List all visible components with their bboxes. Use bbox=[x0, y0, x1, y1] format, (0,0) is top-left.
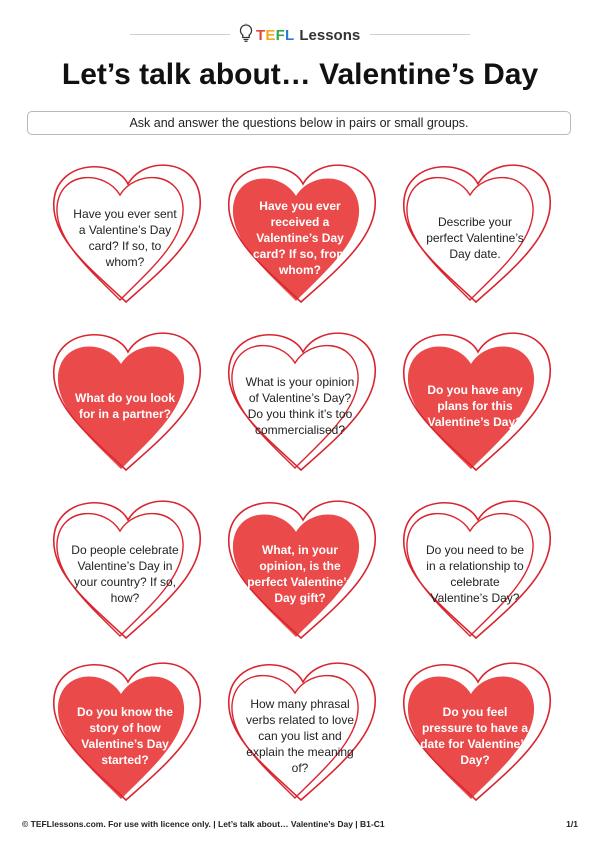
question-text: Do you have any plans for this Valentine’s Day? bbox=[427, 383, 523, 429]
question-text: Do people celebrate Valentine’s Day in your country? If so, how? bbox=[71, 543, 179, 605]
question-card bbox=[40, 160, 210, 310]
question-text: Do you need to be in a relationship to celebrate Valentine’s Day? bbox=[425, 543, 525, 605]
instruction-box: Ask and answer the questions below in pairs or small groups. bbox=[27, 111, 571, 135]
question-text: Describe your perfect Valentine’s Day date. bbox=[426, 215, 524, 261]
logo-word: Lessons bbox=[299, 26, 361, 44]
header bbox=[0, 22, 600, 48]
footer-copyright: © TEFLlessons.com. For use with licence only. | Let’s talk about… Valentine’s Day | B1-C1 bbox=[22, 819, 385, 829]
question-text: Have you ever sent a Valentine’s Day card? If so, to whom? bbox=[73, 207, 177, 269]
question-grid bbox=[0, 160, 600, 800]
question-text: Have you ever received a Valentine’s Day card? If so, from whom? bbox=[252, 199, 347, 277]
question-card bbox=[40, 328, 210, 478]
question-card bbox=[390, 160, 560, 310]
question-card bbox=[215, 328, 385, 478]
question-card bbox=[390, 658, 560, 808]
question-card bbox=[40, 658, 210, 808]
tefl-logo bbox=[238, 24, 362, 46]
lightbulb-icon bbox=[238, 23, 254, 48]
question-text: What do you look for in a partner? bbox=[75, 391, 175, 421]
footer bbox=[22, 819, 578, 833]
logo-letter: F bbox=[275, 26, 285, 44]
question-card bbox=[215, 496, 385, 646]
logo-letter: L bbox=[284, 26, 295, 44]
logo-letter: T bbox=[256, 26, 266, 44]
page-title: Let’s talk about… Valentine’s Day bbox=[61, 58, 539, 91]
question-card bbox=[40, 496, 210, 646]
question-text: What is your opinion of Valentine’s Day? Do you think it’s too commercialised? bbox=[245, 375, 355, 437]
question-text: How many phrasal verbs related to love can you list and explain the meaning of? bbox=[245, 697, 355, 775]
question-card bbox=[215, 160, 385, 310]
question-card bbox=[390, 496, 560, 646]
logo-letter: E bbox=[265, 26, 276, 44]
question-card bbox=[215, 658, 385, 808]
question-text: What, in your opinion, is the perfect Valentine’s Day gift? bbox=[247, 543, 353, 605]
logo-letters bbox=[256, 27, 294, 44]
question-text: Do you know the story of how Valentine’s Day started? bbox=[77, 705, 173, 767]
question-text: Do you feel pressure to have a date for Valentine’s Day? bbox=[420, 705, 530, 767]
page-number: 1/1 bbox=[566, 819, 578, 829]
header-rule-right bbox=[370, 34, 470, 35]
header-rule-left bbox=[130, 34, 230, 35]
question-card bbox=[390, 328, 560, 478]
